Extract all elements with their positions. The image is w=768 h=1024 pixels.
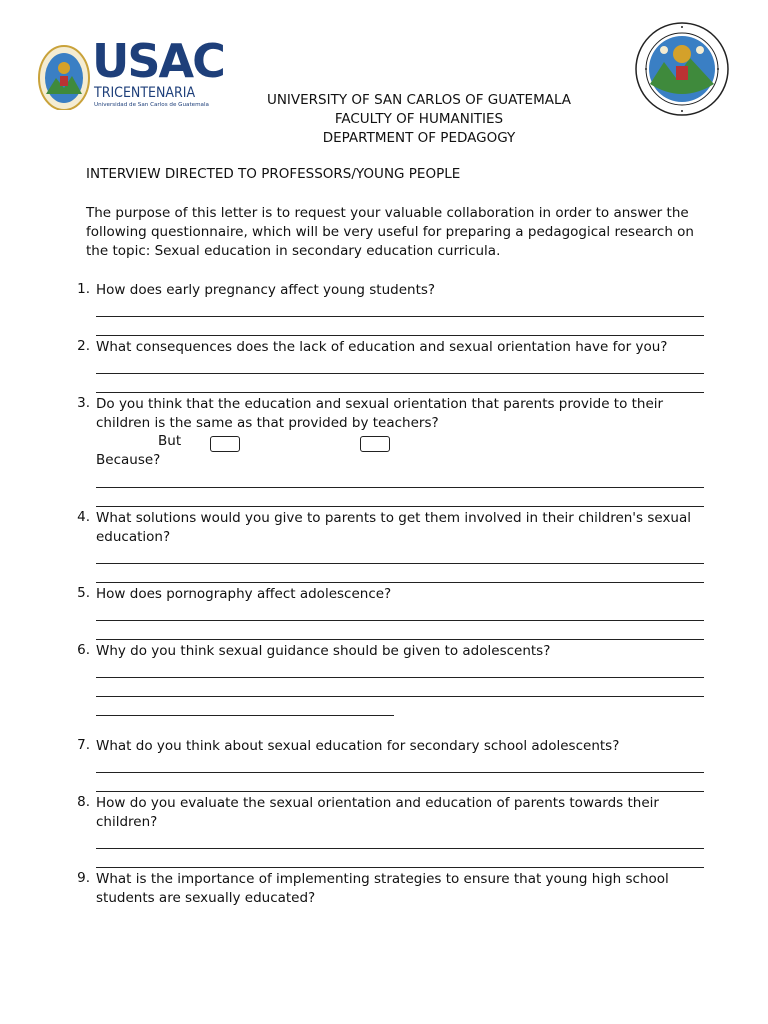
question-number: 4. bbox=[77, 509, 90, 525]
answer-line[interactable] bbox=[96, 373, 704, 374]
question-number: 5. bbox=[77, 585, 90, 601]
answer-line[interactable] bbox=[96, 563, 704, 564]
interview-title: INTERVIEW DIRECTED TO PROFESSORS/YOUNG PEOPLE bbox=[86, 166, 461, 182]
answer-line-short[interactable] bbox=[96, 715, 394, 716]
because-label: Because? bbox=[96, 452, 161, 468]
intro-paragraph: The purpose of this letter is to request your valuable collaboration in order to answer the following questionnaire, which will be very useful for preparing a pedagogical research on the topic: Sexual education in secondary education curricula. bbox=[86, 205, 694, 259]
answer-line[interactable] bbox=[96, 335, 704, 336]
answer-line[interactable] bbox=[96, 392, 704, 393]
answer-line[interactable] bbox=[96, 506, 704, 507]
question-number: 1. bbox=[77, 281, 90, 297]
answer-line[interactable] bbox=[96, 696, 704, 697]
faculty-name: FACULTY OF HUMANITIES bbox=[334, 111, 504, 127]
answer-line[interactable] bbox=[96, 791, 704, 792]
question-text: How does pornography affect adolescence? bbox=[96, 586, 392, 602]
answer-line[interactable] bbox=[96, 848, 704, 849]
answer-line[interactable] bbox=[96, 582, 704, 583]
option-checkbox-1[interactable] bbox=[210, 436, 240, 452]
question-number: 6. bbox=[77, 642, 90, 658]
question-text: What solutions would you give to parents to get them involved in their children's sexual education? bbox=[96, 510, 692, 545]
document-header bbox=[0, 91, 768, 148]
answer-line[interactable] bbox=[96, 316, 704, 317]
answer-line[interactable] bbox=[96, 677, 704, 678]
answer-line[interactable] bbox=[96, 772, 704, 773]
question-text: What do you think about sexual education for secondary school adolescents? bbox=[96, 738, 620, 754]
question-text: Do you think that the education and sexual orientation that parents provide to their children is the same as that provided by teachers? bbox=[96, 396, 664, 431]
question-text: What consequences does the lack of education and sexual orientation have for you? bbox=[96, 339, 668, 355]
question-text: How do you evaluate the sexual orientation and education of parents towards their children? bbox=[96, 795, 659, 830]
answer-line[interactable] bbox=[96, 639, 704, 640]
answer-line[interactable] bbox=[96, 620, 704, 621]
question-number: 3. bbox=[77, 395, 90, 411]
university-name-small: Universidad de San Carlos de Guatemala bbox=[94, 102, 209, 108]
question-text: Why do you think sexual guidance should be given to adolescents? bbox=[96, 643, 551, 659]
question-text: How does early pregnancy affect young students? bbox=[96, 282, 436, 298]
answer-line[interactable] bbox=[96, 867, 704, 868]
option-checkbox-2[interactable] bbox=[360, 436, 390, 452]
university-name: UNIVERSITY OF SAN CARLOS OF GUATEMALA bbox=[266, 92, 572, 108]
department-name: DEPARTMENT OF PEDAGOGY bbox=[322, 130, 516, 146]
question-number: 7. bbox=[77, 737, 90, 753]
usac-wordmark: USAC bbox=[92, 34, 224, 88]
question-number: 9. bbox=[77, 870, 90, 886]
option-label-but: But bbox=[158, 433, 182, 449]
question-number: 2. bbox=[77, 338, 90, 354]
answer-line[interactable] bbox=[96, 487, 704, 488]
question-number: 8. bbox=[77, 794, 90, 810]
tricentenaria-wordmark: TRICENTENARIA bbox=[94, 85, 196, 101]
question-text: What is the importance of implementing strategies to ensure that young high school students are sexually educated? bbox=[96, 871, 669, 906]
